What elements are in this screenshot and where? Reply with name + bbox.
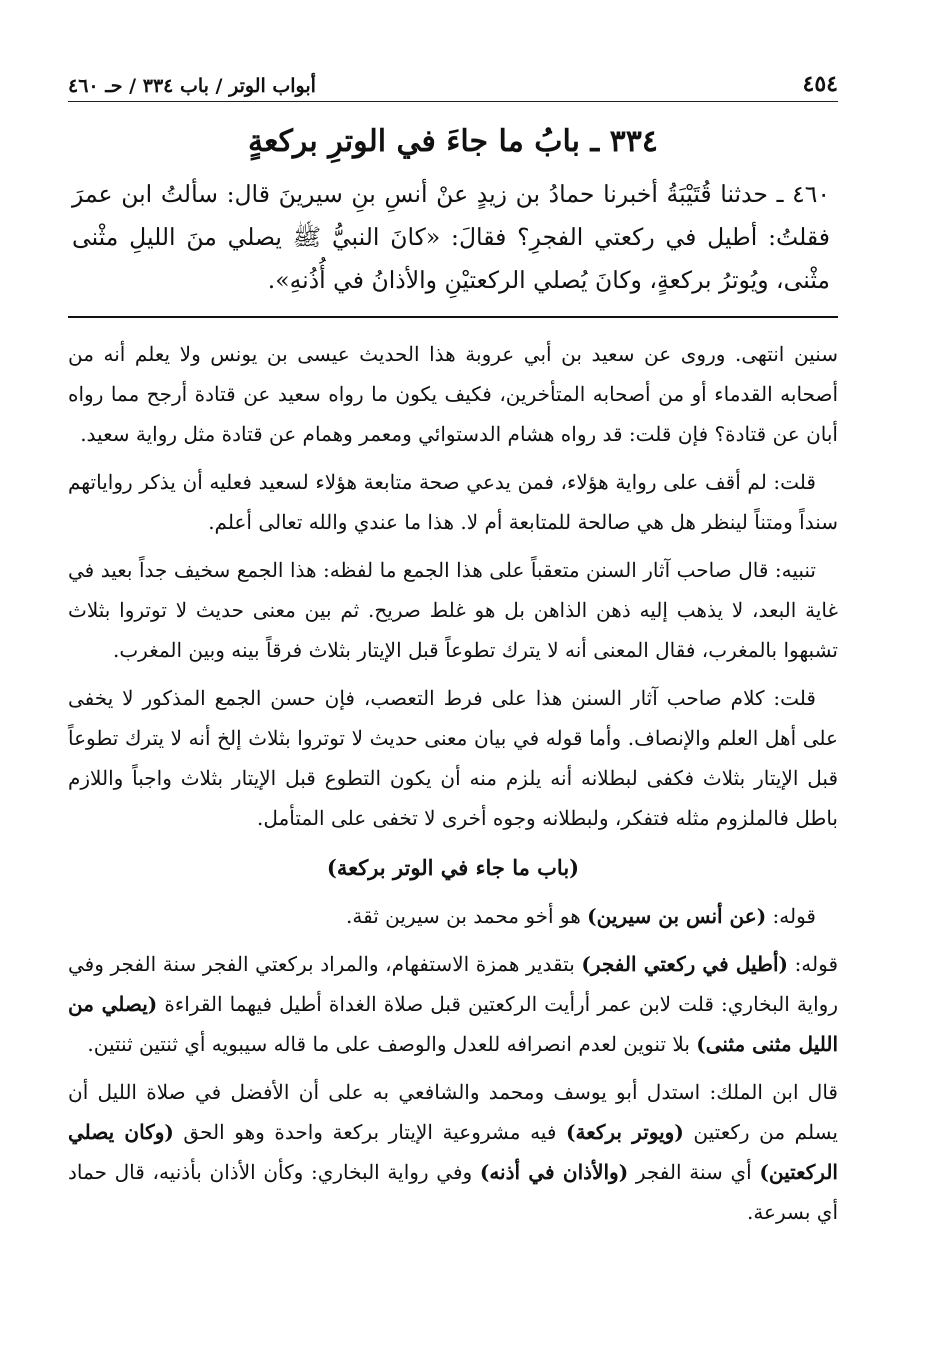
text: هو أخو محمد بن سيرين ثقة. — [346, 904, 588, 928]
commentary-paragraph: تنبيه: قال صاحب آثار السنن متعقباً على هذا الجمع ما لفظه: هذا الجمع سخيف جداً بعيد في غاية البعد، لا يذهب إليه ذهن الذاهن بل هو غلط صريح. ثم بين معنى حديث لا توتروا بثلاث تشبهوا بالمغرب، فقال المعنى أنه لا يترك تطوعاً قبل الإيتار بثلاث فرقاً بينه وبين المغرب. — [68, 558, 838, 662]
quoted-phrase: (وكان يصلي الركعتين) — [68, 1120, 838, 1184]
quoted-phrase: (أطيل في ركعتي الفجر) — [581, 952, 788, 976]
text: وفي رواية البخاري: وكأن الأذان بأذنيه، قال حماد أي بسرعة. — [68, 1160, 838, 1224]
chapter-title: ٣٣٤ ـ بابُ ما جاءَ في الوترِ بركعةٍ — [248, 124, 658, 159]
text: فيه مشروعية الإيتار بركعة واحدة وهو الحق — [173, 1120, 567, 1144]
label: قوله: — [766, 904, 816, 928]
quoted-phrase: (ويوتر بركعة) — [566, 1120, 684, 1144]
quoted-phrase: (والأذان في أذنه) — [479, 1160, 629, 1184]
commentary-paragraph — [68, 1072, 838, 1232]
text: أي سنة الفجر — [628, 1160, 760, 1184]
commentary-paragraph: قلت: كلام صاحب آثار السنن هذا على فرط التعصب، فإن حسن الجمع المذكور لا يخفى على أهل العلم والإنصاف. وأما قوله في بيان معنى حديث لا توتروا بثلاث إلخ أنه لا يترك تطوعاً قبل الإيتار بثلاث فكفى لبطلانه أنه يلزم منه أن يكون التطوع قبل الإيتار بثلاث واجباً واللازم باطل فالملزوم مثله فتفكر، ولبطلانه وجوه أخرى لا تخفى على المتأمل. — [68, 686, 838, 830]
book-page — [68, 62, 838, 1240]
quoted-phrase: (يصلي من الليل مثنى مثنى) — [68, 992, 838, 1056]
label: قوله: — [787, 952, 839, 976]
text: قال ابن الملك: استدل أبو يوسف ومحمد والشافعي به على أن الأفضل في صلاة الليل أن يسلم من ركعتين — [68, 1080, 838, 1144]
commentary-subheading: (باب ما جاء في الوتر بركعة) — [326, 855, 580, 880]
quoted-phrase: (عن أنس بن سيرين) — [587, 904, 767, 928]
text: بلا تنوين لعدم انصرافه للعدل والوصف على ما قاله سيبويه أي ثنتين ثنتين. — [87, 1032, 697, 1056]
commentary-paragraph — [68, 896, 838, 936]
commentary-paragraph: قلت: لم أقف على رواية هؤلاء، فمن يدعي صحة متابعة هؤلاء لسعيد فعليه أن يذكر رواياتهم سنداً ومتناً لينظر هل هي صالحة للمتابعة أم لا. هذا ما عندي والله تعالى أعلم. — [68, 470, 838, 534]
text: بتقدير همزة الاستفهام، والمراد بركعتي الفجر سنة الفجر وفي رواية البخاري: قلت لابن عمر أرأيت الركعتين قبل صلاة الغداة أطيل فيهما القراءة — [68, 952, 838, 1016]
hadith-text: ٤٦٠ ـ حدثنا قُتَيْبَةُ أخبرنا حمادُ بن زيدٍ عنْ أنسِ بنِ سيرينَ قال: سألتُ ابن عمرَ فقلتُ: أطيل في ركعتي الفجرِ؟ فقالَ: «كانَ النبيُّ ﷺ يصلي منَ الليلِ مثْنى مثْنى، ويُوترُ بركعةٍ، وكانَ يُصلي الركعتيْنِ والأذانُ في أُذُنهِ». — [72, 180, 830, 294]
page-number: ٤٥٤ — [802, 71, 838, 97]
commentary-paragraph — [68, 944, 838, 1064]
divider-line — [68, 316, 838, 318]
commentary — [68, 334, 838, 1232]
commentary-paragraph: سنين انتهى. وروى عن سعيد بن أبي عروبة هذا الحديث عيسى بن يونس ولا يعلم أنه من أصحابه القدماء أو من أصحابه المتأخرين، فكيف يكون ما رواه سعيد عن قتادة أرجح مما رواه أبان عن قتادة؟ فإن قلت: قد رواه هشام الدستوائي ومعمر وهمام عن قتادة مثل رواية سعيد. — [68, 342, 838, 446]
running-title: أبواب الوتر / باب ٣٣٤ / حـ ٤٦٠ — [68, 75, 316, 97]
running-header — [68, 62, 838, 102]
